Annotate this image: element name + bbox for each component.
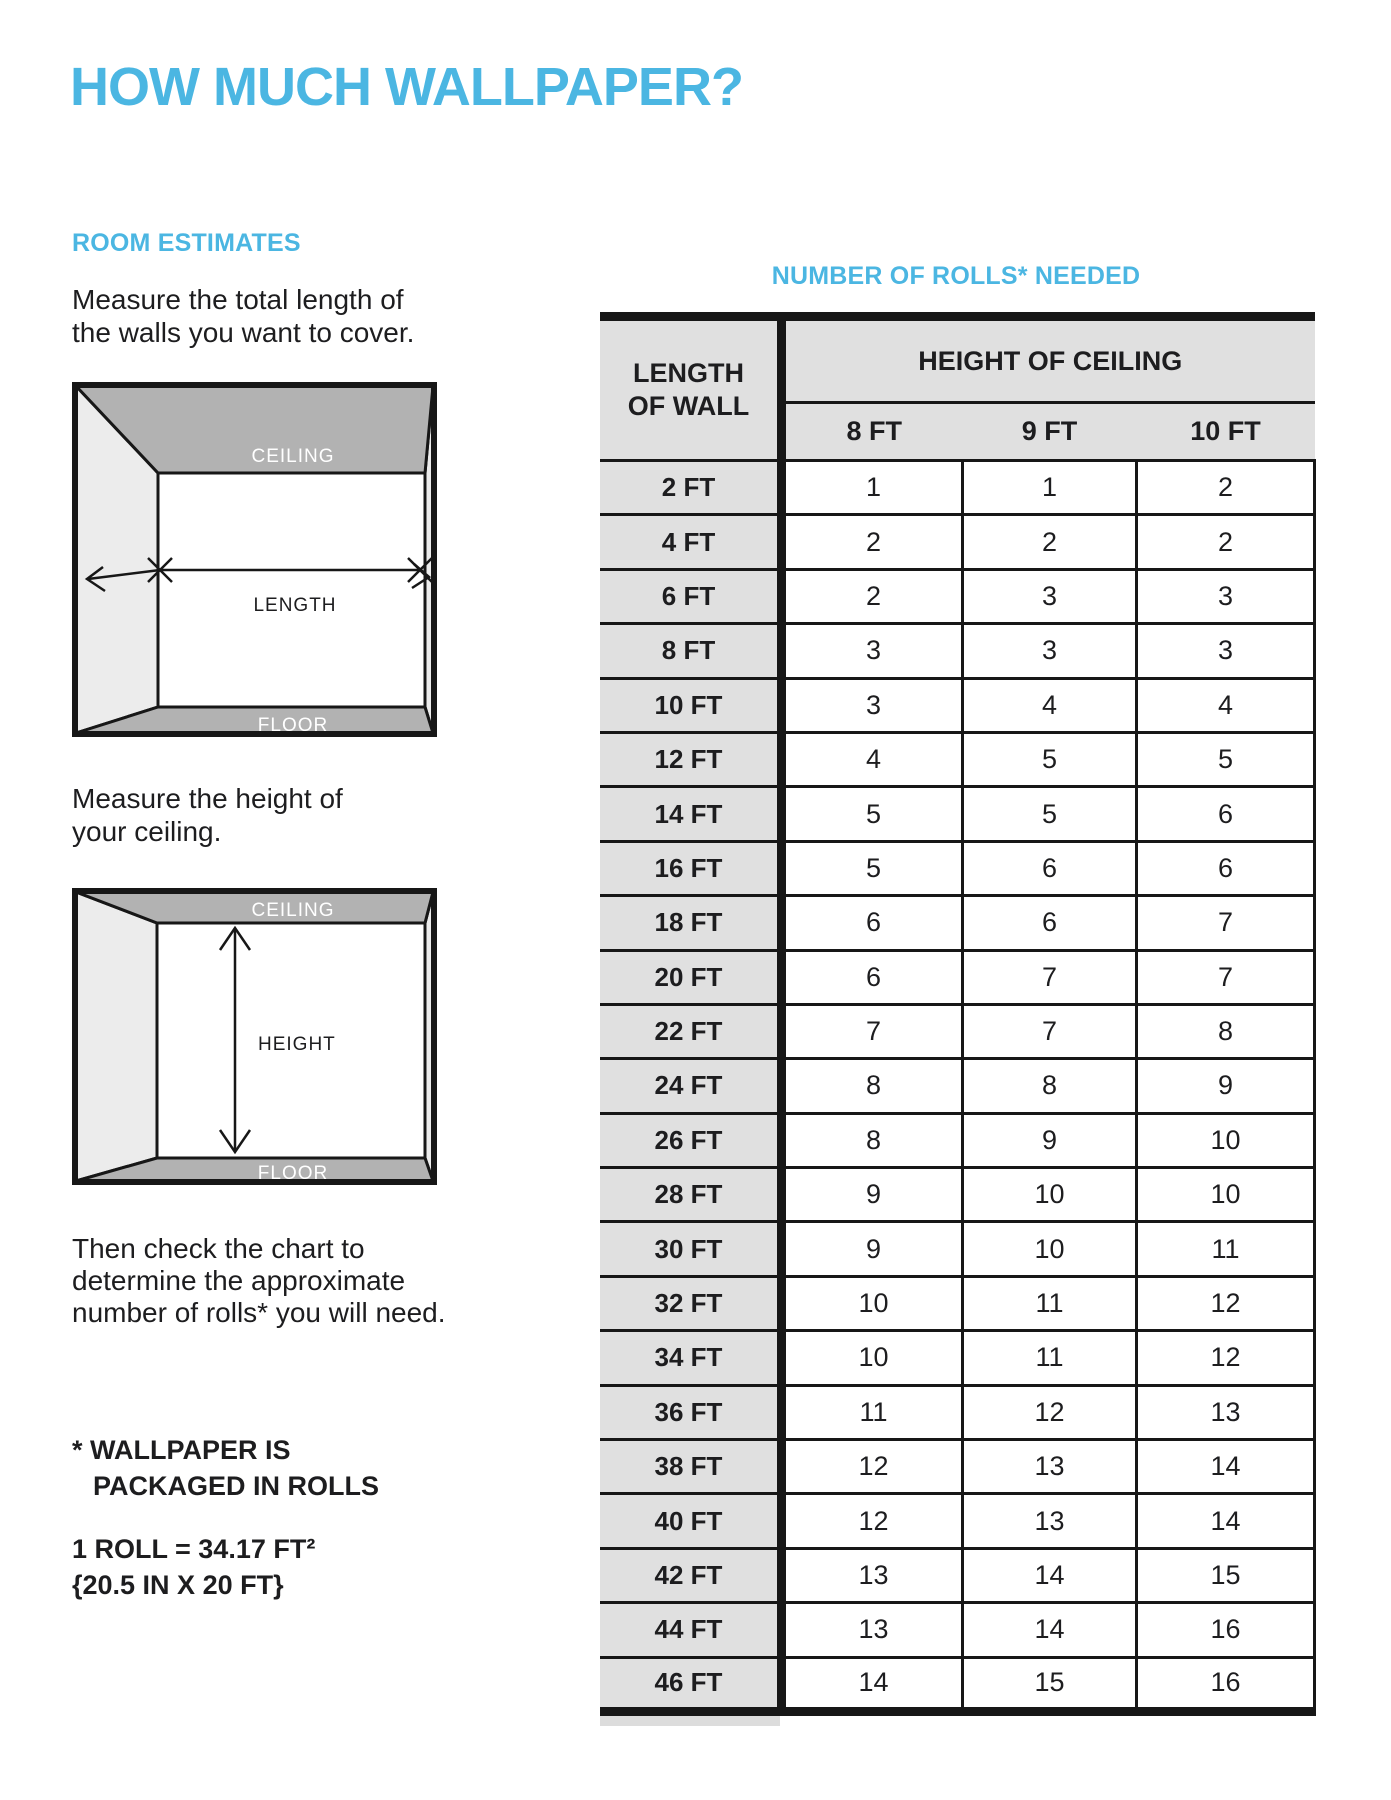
rolls-value-cell: 13 (782, 1603, 963, 1657)
roll-size-spec (72, 1531, 315, 1603)
rolls-value-cell: 9 (782, 1222, 963, 1276)
table-row (600, 732, 1315, 786)
instruction-step-1 (72, 283, 414, 349)
table-row (600, 1440, 1315, 1494)
rolls-value-cell: 12 (782, 1440, 963, 1494)
rolls-value-cell: 5 (782, 841, 963, 895)
rolls-value-cell: 2 (1137, 461, 1315, 515)
rolls-value-cell: 9 (782, 1168, 963, 1222)
rolls-table-body (600, 461, 1315, 1712)
rolls-value-cell: 14 (1137, 1440, 1315, 1494)
table-row (600, 1385, 1315, 1439)
rolls-table-title: NUMBER OF ROLLS* NEEDED (771, 262, 1141, 290)
footnote-line: PACKAGED IN ROLLS (93, 1471, 380, 1501)
rolls-value-cell: 6 (963, 896, 1137, 950)
wallpaper-rolls-footnote (72, 1432, 379, 1504)
page-title: HOW MUCH WALLPAPER? (70, 57, 743, 117)
room-height-diagram (72, 888, 437, 1185)
table-bottom-shadow (600, 1716, 780, 1726)
instruction-line: Then check the chart to (72, 1233, 365, 1264)
rolls-value-cell: 8 (782, 1059, 963, 1113)
table-row (600, 1331, 1315, 1385)
rolls-value-cell: 5 (963, 732, 1137, 786)
rolls-value-cell: 16 (1137, 1603, 1315, 1657)
rolls-value-cell: 10 (963, 1222, 1137, 1276)
rolls-value-cell: 12 (782, 1494, 963, 1548)
row-length-label: 16 FT (600, 841, 782, 895)
room-length-diagram (72, 382, 437, 737)
rolls-table-wrap (600, 312, 1316, 1726)
ceiling-label: CEILING (251, 900, 335, 921)
rolls-value-cell: 13 (963, 1440, 1137, 1494)
table-row (600, 515, 1315, 569)
table-row (600, 841, 1315, 895)
table-header-row-1 (600, 317, 1315, 403)
rolls-value-cell: 14 (963, 1548, 1137, 1602)
rolls-value-cell: 7 (782, 1004, 963, 1058)
rolls-value-cell: 12 (1137, 1276, 1315, 1330)
row-length-label: 10 FT (600, 678, 782, 732)
row-length-label: 40 FT (600, 1494, 782, 1548)
rolls-value-cell: 16 (1137, 1657, 1315, 1711)
table-row (600, 787, 1315, 841)
rolls-value-cell: 6 (1137, 787, 1315, 841)
length-header-line: OF WALL (627, 391, 750, 421)
height-of-ceiling-header: HEIGHT OF CEILING (782, 317, 1315, 403)
table-row (600, 461, 1315, 515)
rolls-value-cell: 8 (963, 1059, 1137, 1113)
row-length-label: 26 FT (600, 1113, 782, 1167)
rolls-value-cell: 6 (963, 841, 1137, 895)
instruction-line: determine the approximate (72, 1265, 406, 1296)
rolls-value-cell: 11 (782, 1385, 963, 1439)
rolls-value-cell: 6 (782, 950, 963, 1004)
rolls-value-cell: 5 (1137, 732, 1315, 786)
table-row (600, 624, 1315, 678)
row-length-label: 46 FT (600, 1657, 782, 1711)
row-length-label: 18 FT (600, 896, 782, 950)
instruction-line: your ceiling. (72, 816, 222, 847)
roll-spec-line: 1 ROLL = 34.17 FT² (72, 1534, 316, 1564)
instruction-step-2 (72, 782, 343, 848)
rolls-value-cell: 8 (782, 1113, 963, 1167)
row-length-label: 34 FT (600, 1331, 782, 1385)
length-label: LENGTH (253, 595, 337, 616)
rolls-value-cell: 10 (782, 1331, 963, 1385)
row-length-label: 6 FT (600, 569, 782, 623)
rolls-value-cell: 9 (963, 1113, 1137, 1167)
rolls-value-cell: 12 (1137, 1331, 1315, 1385)
ceiling-label: CEILING (251, 446, 335, 467)
row-length-label: 20 FT (600, 950, 782, 1004)
rolls-value-cell: 14 (1137, 1494, 1315, 1548)
row-length-label: 30 FT (600, 1222, 782, 1276)
rolls-value-cell: 3 (963, 624, 1137, 678)
row-length-label: 2 FT (600, 461, 782, 515)
rolls-value-cell: 6 (1137, 841, 1315, 895)
rolls-value-cell: 4 (963, 678, 1137, 732)
table-row (600, 1603, 1315, 1657)
left-wall (76, 892, 157, 1181)
row-length-label: 4 FT (600, 515, 782, 569)
rolls-value-cell: 8 (1137, 1004, 1315, 1058)
rolls-value-cell: 12 (963, 1385, 1137, 1439)
rolls-value-cell: 14 (782, 1657, 963, 1711)
rolls-value-cell: 10 (1137, 1113, 1315, 1167)
floor-label: FLOOR (257, 715, 329, 736)
rolls-value-cell: 11 (963, 1276, 1137, 1330)
table-row (600, 896, 1315, 950)
table-row (600, 1657, 1315, 1711)
table-row (600, 950, 1315, 1004)
rolls-value-cell: 7 (963, 1004, 1137, 1058)
rolls-value-cell: 3 (782, 624, 963, 678)
room-estimates-heading: ROOM ESTIMATES (72, 229, 301, 257)
row-length-label: 22 FT (600, 1004, 782, 1058)
rolls-value-cell: 13 (782, 1548, 963, 1602)
rolls-value-cell: 2 (1137, 515, 1315, 569)
rolls-value-cell: 2 (963, 515, 1137, 569)
rolls-value-cell: 6 (782, 896, 963, 950)
rolls-value-cell: 4 (782, 732, 963, 786)
rolls-value-cell: 14 (963, 1603, 1137, 1657)
rolls-value-cell: 1 (963, 461, 1137, 515)
rolls-value-cell: 9 (1137, 1059, 1315, 1113)
footnote-line: * WALLPAPER IS (72, 1435, 291, 1465)
rolls-value-cell: 11 (1137, 1222, 1315, 1276)
row-length-label: 44 FT (600, 1603, 782, 1657)
instruction-step-3 (72, 1233, 446, 1329)
rolls-value-cell: 10 (782, 1276, 963, 1330)
table-row (600, 1276, 1315, 1330)
roll-spec-line: {20.5 IN X 20 FT} (72, 1570, 284, 1600)
rolls-value-cell: 3 (1137, 624, 1315, 678)
rolls-value-cell: 1 (782, 461, 963, 515)
row-length-label: 36 FT (600, 1385, 782, 1439)
length-of-wall-header (600, 317, 782, 461)
rolls-value-cell: 7 (963, 950, 1137, 1004)
table-row (600, 1004, 1315, 1058)
rolls-needed-table (600, 312, 1316, 1716)
table-row (600, 1059, 1315, 1113)
rolls-value-cell: 4 (1137, 678, 1315, 732)
length-header-line: LENGTH (633, 358, 744, 388)
table-row (600, 1222, 1315, 1276)
rolls-value-cell: 5 (782, 787, 963, 841)
row-length-label: 24 FT (600, 1059, 782, 1113)
column-header-9ft: 9 FT (963, 403, 1137, 461)
rolls-value-cell: 5 (963, 787, 1137, 841)
instruction-line: Measure the height of (72, 783, 343, 814)
row-length-label: 42 FT (600, 1548, 782, 1602)
table-row (600, 678, 1315, 732)
rolls-value-cell: 2 (782, 515, 963, 569)
rolls-value-cell: 15 (1137, 1548, 1315, 1602)
rolls-value-cell: 7 (1137, 950, 1315, 1004)
rolls-value-cell: 2 (782, 569, 963, 623)
table-row (600, 1168, 1315, 1222)
rolls-value-cell: 7 (1137, 896, 1315, 950)
rolls-value-cell: 10 (1137, 1168, 1315, 1222)
rolls-value-cell: 10 (963, 1168, 1137, 1222)
rolls-value-cell: 13 (963, 1494, 1137, 1548)
table-row (600, 1113, 1315, 1167)
height-label: HEIGHT (258, 1034, 336, 1055)
back-wall (158, 473, 425, 707)
instruction-line: the walls you want to cover. (72, 317, 415, 348)
row-length-label: 38 FT (600, 1440, 782, 1494)
column-header-8ft: 8 FT (782, 403, 963, 461)
table-row (600, 569, 1315, 623)
row-length-label: 8 FT (600, 624, 782, 678)
row-length-label: 28 FT (600, 1168, 782, 1222)
table-row (600, 1548, 1315, 1602)
rolls-value-cell: 11 (963, 1331, 1137, 1385)
floor-label: FLOOR (257, 1163, 329, 1184)
rolls-value-cell: 15 (963, 1657, 1137, 1711)
row-length-label: 14 FT (600, 787, 782, 841)
instruction-line: number of rolls* you will need. (72, 1297, 446, 1328)
rolls-value-cell: 3 (782, 678, 963, 732)
instruction-line: Measure the total length of (72, 284, 404, 315)
rolls-value-cell: 3 (963, 569, 1137, 623)
rolls-value-cell: 3 (1137, 569, 1315, 623)
column-header-10ft: 10 FT (1137, 403, 1315, 461)
rolls-value-cell: 13 (1137, 1385, 1315, 1439)
table-row (600, 1494, 1315, 1548)
row-length-label: 12 FT (600, 732, 782, 786)
row-length-label: 32 FT (600, 1276, 782, 1330)
